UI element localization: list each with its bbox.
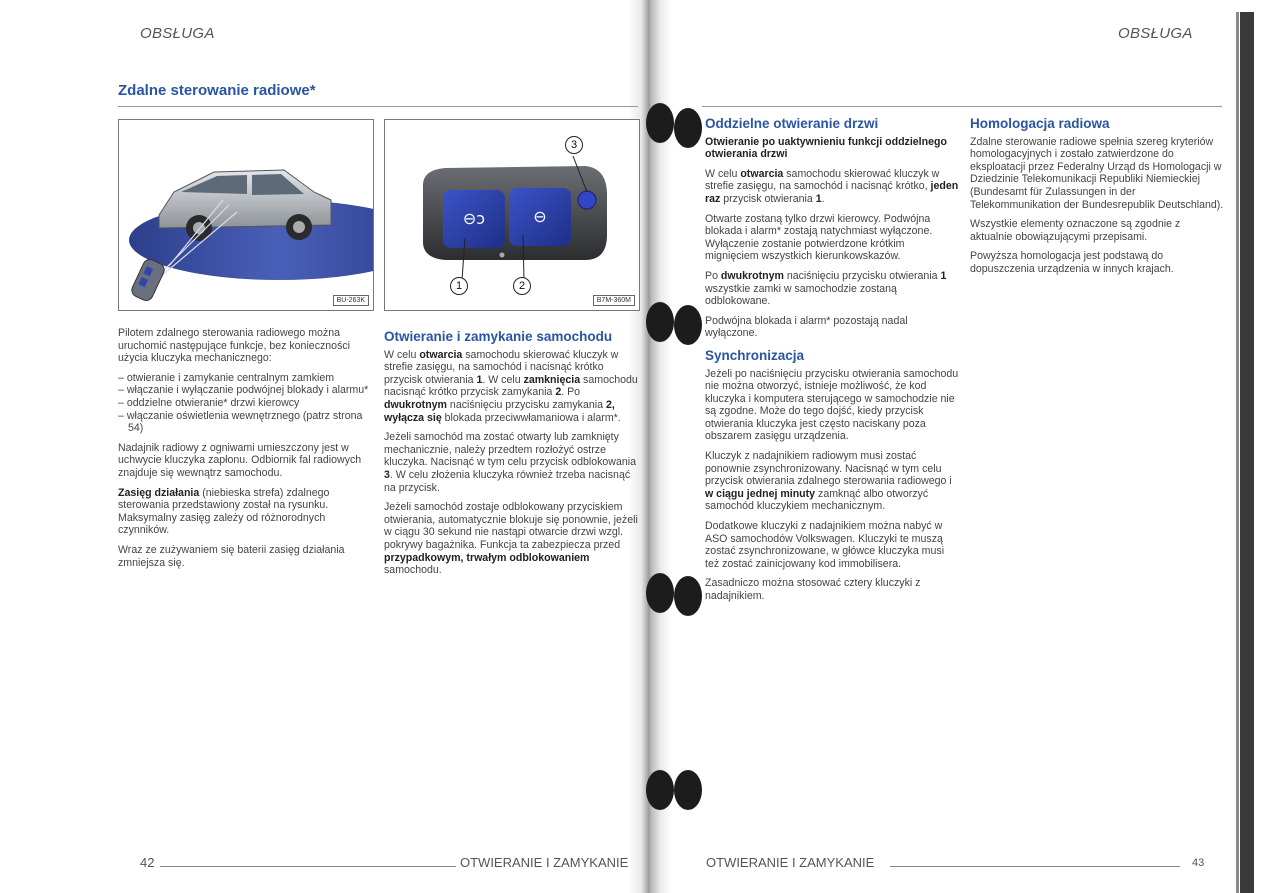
figure-code: BU-263K [333, 295, 369, 306]
paragraph: Wszystkie elementy oznaczone są zgodnie z aktualnie obowiązującymi przepisami. [970, 218, 1181, 243]
binding-hole [674, 108, 702, 148]
intro-paragraph: Pilotem zdalnego sterowania radiowego można uruchomić następujące funkcje, bez konieczności użycia kluczyka mechanicznego: [118, 327, 351, 365]
functions-list [118, 372, 372, 435]
callout-3: 3 [565, 136, 583, 154]
binding-hole [646, 770, 674, 810]
led-icon [500, 253, 505, 258]
section-title: Zdalne sterowanie radiowe* [118, 82, 316, 99]
callout-2: 2 [513, 277, 531, 295]
list-item: – włączanie oświetlenia wewnętrznego (patrz strona 54) [118, 409, 363, 435]
section-rule [702, 106, 1222, 107]
paragraph: W celu otwarcia samochodu skierować kluczyk w strefie zasięgu, na samochód i nacisnąć krótko przycisk otwierania 1. W celu zamknięcia samochodu nacisnąć krótko przycisk zamykania 2. Po dwukrotnym naciśnięciu przycisku zamykania 2, wyłącza się blokada przeciwwłamaniowa i alarm*. [384, 348, 638, 424]
paragraph: Nadajnik radiowy z ogniwami umieszczony jest w uchwycie kluczyka zapłonu. Odbiornik fal radiowych znajduje się wewnątrz samochodu. [118, 441, 362, 479]
left-col2-text [384, 331, 638, 584]
binding-hole [674, 305, 702, 345]
paragraph: W celu otwarcia samochodu skierować kluczyk w strefie zasięgu, na samochód i nacisnąć krótko, jeden raz przycisk otwierania 1. [705, 167, 959, 205]
binding-hole [674, 576, 702, 616]
footer-rule [160, 866, 456, 867]
binding-hole [674, 770, 702, 810]
paragraph: Jeżeli samochód ma zostać otwarty lub zamknięty mechanicznie, należy przedtem rozłożyć ostrze kluczyka. Nacisnąć w tym celu przycisk odblokowania 3. W celu złożenia kluczyka również trzeba nacisnąć na przycisk. [384, 431, 636, 494]
paragraph: Po dwukrotnym naciśnięciu przycisku otwierania 1 wszystkie zamki w samochodzie zostaną odblokowane. [705, 269, 947, 308]
binding-hole [646, 302, 674, 342]
right-page-number: 43 [1192, 857, 1205, 869]
subsection-title: Homologacja radiowa [970, 116, 1110, 131]
left-page-header: OBSŁUGA [140, 25, 215, 42]
binding-hole [646, 103, 674, 143]
page-edge-shadow [1236, 12, 1239, 893]
right-footer-title: OTWIERANIE I ZAMYKANIE [706, 855, 875, 870]
left-col1-text [118, 327, 372, 576]
car-range-illustration [119, 120, 373, 310]
paragraph: Jeżeli samochód zostaje odblokowany przyciskiem otwierania, automatycznie blokuje się ponownie, jeżeli w ciągu 30 sekund nie nastąpi otwarcie drzwi wzgl. pokrywy bagażnika. Funkcja ta zabezpiecza przed przypadkowym, trwałym odblokowaniem samochodu. [384, 501, 638, 577]
subsection-title: Oddzielne otwieranie drzwi [705, 116, 879, 131]
paragraph: Powyższa homologacja jest podstawą do dopuszczenia urządzenia w innych krajach. [970, 250, 1174, 275]
paragraph: Dodatkowe kluczyki z nadajnikiem można nabyć w ASO samochodów Volkswagen. Kluczyki te muszą zostać zsynchronizowane, w główce kluczyka musi też zostać zainicjowany kod immobilisera. [705, 520, 945, 570]
lock-symbol-icon: ⊖ [533, 207, 547, 226]
binding-hole [646, 573, 674, 613]
paragraph: Podwójna blokada i alarm* pozostają nadal wyłączone. [705, 314, 908, 340]
paragraph: Zdalne sterowanie radiowe spełnia szereg kryteriów homologacyjnych i zostało zatwierdzone do eksploatacji przez Federalny Urząd ds Homologacji w Dziedzinie Telekomunikacji Republiki Niemieckiej (Bundesamt für Zulassungen in der Telekommunikation der Bundesrepublik Deutschland). [970, 135, 1224, 211]
paragraph: Kluczyk z nadajnikiem radiowym musi zostać ponownie zsynchronizowany. Nacisnąć w tym celu przycisk otwierania zdalnego sterowania radiowego i w ciągu jednej minuty zamknąć albo otworzyć samochód kluczykiem mechanicznym. [705, 450, 952, 513]
subtitle: Otwieranie po uaktywnieniu funkcji oddzielnego otwierania drzwi [705, 135, 947, 161]
right-col2-text [970, 118, 1225, 283]
release-button-icon [578, 191, 596, 209]
paragraph: Wraz ze zużywaniem się baterii zasięg działania zmniejsza się. [118, 543, 345, 569]
figure-car-range [118, 119, 374, 311]
left-footer-title: OTWIERANIE I ZAMYKANIE [460, 855, 629, 870]
subsection-title: Otwieranie i zamykanie samochodu [384, 329, 613, 344]
section-rule [118, 106, 638, 107]
right-page-header: OBSŁUGA [1118, 25, 1193, 42]
paragraph: Zasięg działania (niebieska strefa) zdalnego sterowania przedstawiony został na rysunku. Maksymalny zasięg zależy od różnorodnych czynników. [118, 486, 330, 537]
footer-rule [890, 866, 1180, 867]
figure-key-fob [384, 119, 640, 311]
paragraph: Jeżeli po naciśnięciu przycisku otwierania samochodu nie można otworzyć, istnieje możliwość, że kod kluczyka i komputera sterującego w samochodzie nie są zgodne. Może do tego dojść, kiedy przycisk otwierania kluczyka jest często naciskany poza obszarem zasięgu urządzenia. [705, 367, 959, 443]
paragraph: Zasadniczo można stosować cztery kluczyki z nadajnikiem. [705, 577, 921, 602]
unlock-symbol-icon: ⊖ↄ [462, 209, 486, 228]
key-fob-icon [130, 257, 167, 303]
callout-1: 1 [450, 277, 468, 295]
right-col1-text [705, 118, 960, 610]
figure-code: B7M-360M [593, 295, 635, 306]
subsection-title: Synchronizacja [705, 347, 805, 363]
list-item: – włączanie i wyłączanie podwójnej blokady i alarmu* [118, 384, 369, 397]
left-page-number: 42 [140, 855, 155, 870]
paragraph: Otwarte zostaną tylko drzwi kierowcy. Podwójna blokada i alarm* zostają natychmiast wyłączone. Wyłączenie zostanie potwierdzone krótkim mignięciem wszystkich kierunkowskazów. [705, 212, 933, 263]
key-fob-illustration [385, 120, 639, 310]
page-edge [1240, 12, 1254, 893]
list-item: – oddzielne otwieranie* drzwi kierowcy [118, 396, 300, 409]
list-item: – otwieranie i zamykanie centralnym zamkiem [118, 371, 335, 384]
